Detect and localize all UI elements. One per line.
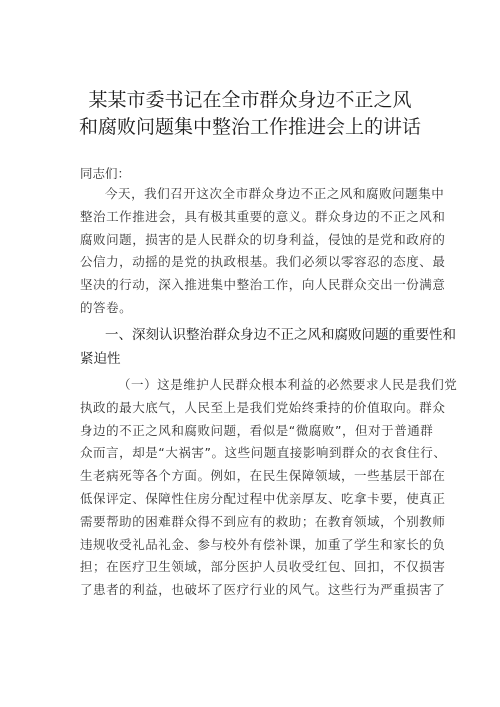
section-1-line: 生老病死等各个方面。例如，在民生保障领域，一些基层干部在: [80, 468, 446, 484]
section-1-paragraph: [80, 374, 458, 602]
intro-line: 的答卷。: [80, 299, 133, 315]
section-1-line: （一）这是维护人民群众根本利益的必然要求人民是我们党: [118, 377, 458, 392]
document-title-line-1: 某某市委书记在全市群众身边不正之风: [88, 89, 412, 111]
intro-line: 公信力，动摇的是党的执政根基。我们必须以零容忍的态度、最: [80, 254, 446, 270]
document-title-line-2: 和腐败问题集中整治工作推进会上的讲话: [78, 116, 421, 138]
section-1-line: 执政的最大底气，人民至上是我们党始终秉持的价值取向。群众: [80, 399, 446, 415]
intro-line: 坚决的行动，深入推进集中整治工作，向人民群众交出一份满意: [80, 277, 446, 293]
intro-paragraph: [80, 183, 446, 320]
section-1-heading: [80, 323, 456, 371]
salutation: 同志们：: [80, 166, 131, 181]
section-1-line: 低保评定、保障性住房分配过程中优亲厚友、吃拿卡要，使真正: [80, 490, 446, 506]
section-1-line: 违规收受礼品礼金、参与校外有偿补课，加重了学生和家长的负: [80, 536, 446, 552]
section-1-line: 身边的不正之风和腐败问题，看似是“微腐败”，但对于普通群: [80, 422, 434, 438]
section-1-line: 担；在医疗卫生领域，部分医护人员收受红包、回扣，不仅损害: [80, 559, 446, 575]
section-1-line: 了患者的利益，也破坏了医疗行业的风气。这些行为严重损害了: [80, 582, 446, 598]
section-1-heading-line: 一、深刻认识整治群众身边不正之风和腐败问题的重要性和: [105, 327, 456, 343]
intro-line: 整治工作推进会，具有极其重要的意义。群众身边的不正之风和: [80, 208, 446, 224]
section-1-heading-line: 紧迫性: [80, 351, 121, 367]
intro-line: 今天，我们召开这次全市群众身边不正之风和腐败问题集中: [105, 186, 445, 201]
section-1-line: 众而言，却是“大祸害”。这些问题直接影响到群众的衣食住行、: [80, 445, 447, 461]
intro-line: 腐败问题，损害的是人民群众的切身利益，侵蚀的是党和政府的: [80, 231, 446, 247]
section-1-line: 需要帮助的困难群众得不到应有的救助；在教育领域，个别教师: [80, 513, 446, 529]
